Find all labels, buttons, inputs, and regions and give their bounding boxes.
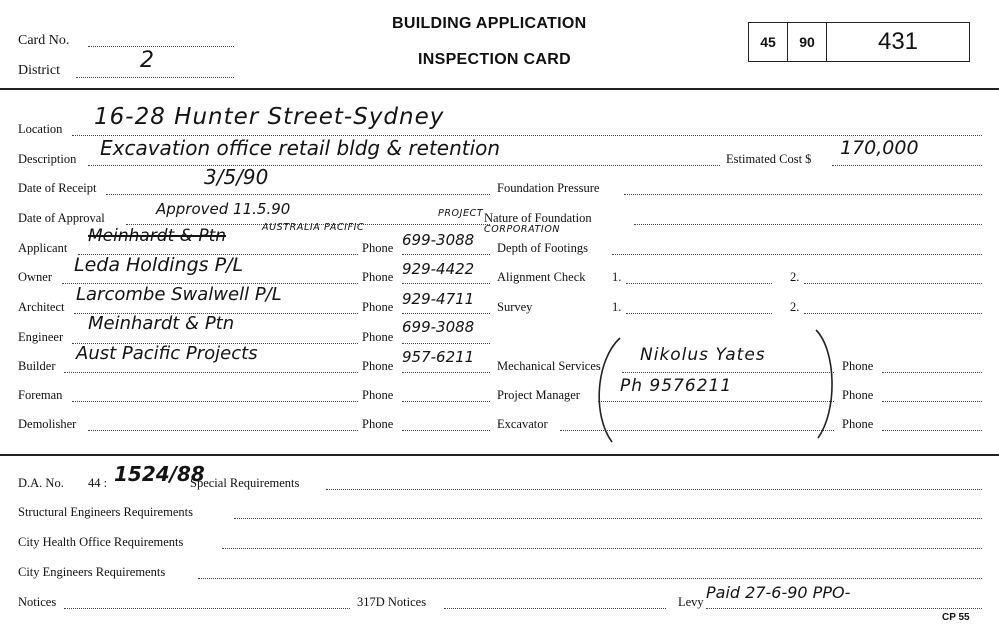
foundation-pressure-label: Foundation Pressure [497, 181, 600, 195]
engineer-phone-value: 699-3088 [402, 318, 475, 336]
health-requirements-line[interactable] [222, 548, 982, 549]
builder-phone-value: 957-6211 [402, 348, 475, 366]
estimated-cost-label: Estimated Cost $ [726, 152, 812, 166]
architect-value: Larcombe Swalwell P/L [76, 284, 282, 305]
nature-foundation-label: Nature of Foundation [484, 211, 592, 225]
owner-phone-value: 929-4422 [402, 260, 475, 278]
demolisher-phone-label: Phone [362, 417, 394, 431]
applicant-annotation-right1: PROJECT [438, 208, 484, 219]
project-manager-label: Project Manager [497, 388, 580, 402]
date-receipt-value: 3/5/90 [204, 165, 269, 189]
owner-value: Leda Holdings P/L [74, 254, 244, 276]
demolisher-label: Demolisher [18, 417, 77, 431]
engineer-phone-label: Phone [362, 330, 394, 344]
mechanical-phone-label: Phone [842, 359, 874, 373]
reference-box-3: 431 [877, 28, 919, 55]
survey-num-1: 1. [612, 300, 622, 314]
alignment-num-1: 1. [612, 270, 622, 284]
alignment-check-label: Alignment Check [497, 270, 586, 284]
description-label: Description [18, 152, 77, 166]
footer-form-code: CP 55 [942, 612, 970, 623]
mechanical-services-value: Nikolus Yates [640, 345, 766, 365]
location-label: Location [18, 122, 63, 136]
builder-phone-label: Phone [362, 359, 394, 373]
da-no-value: 1524/88 [114, 462, 205, 486]
date-approval-label: Date of Approval [18, 211, 105, 225]
da-no-prefix: 44 : [88, 476, 108, 490]
levy-line[interactable] [706, 608, 982, 609]
special-requirements-label: Special Requirements [190, 476, 300, 490]
applicant-value: Meinhardt & Ptn [88, 226, 227, 246]
applicant-label: Applicant [18, 241, 68, 255]
city-engineers-line[interactable] [198, 578, 982, 579]
engineer-label: Engineer [18, 330, 64, 344]
builder-value: Aust Pacific Projects [76, 343, 258, 364]
notices-line[interactable] [64, 608, 350, 609]
estimated-cost-value: 170,000 [840, 137, 919, 159]
levy-value: Paid 27-6-90 PPO- [706, 583, 851, 602]
mechanical-services-label: Mechanical Services [497, 359, 601, 373]
depth-footings-label: Depth of Footings [497, 241, 588, 255]
health-requirements-label: City Health Office Requirements [18, 535, 184, 549]
foreman-label: Foreman [18, 388, 63, 402]
description-value: Excavation office retail bldg & retention [100, 136, 501, 160]
form-title-line1: BUILDING APPLICATION [392, 15, 587, 32]
excavator-phone-label: Phone [842, 417, 874, 431]
district-label: District [18, 63, 60, 78]
form-title-line2: INSPECTION CARD [418, 51, 571, 68]
builder-label: Builder [18, 359, 56, 373]
foreman-phone-label: Phone [362, 388, 394, 402]
notices-317d-label: 317D Notices [357, 595, 427, 609]
levy-label: Levy [678, 595, 704, 609]
da-no-label: D.A. No. [18, 476, 64, 490]
engineer-value: Meinhardt & Ptn [88, 313, 235, 334]
survey-label: Survey [497, 300, 533, 314]
applicant-annotation-line1: AUSTRALIA PACIFIC [262, 222, 365, 233]
structural-requirements-line[interactable] [234, 518, 982, 519]
date-receipt-label: Date of Receipt [18, 181, 97, 195]
applicant-phone-value: 699-3088 [402, 231, 475, 249]
architect-phone-label: Phone [362, 300, 394, 314]
survey-num-2: 2. [790, 300, 800, 314]
project-manager-phone-label: Phone [842, 388, 874, 402]
city-engineers-label: City Engineers Requirements [18, 565, 166, 579]
district-value: 2 [140, 48, 154, 73]
excavator-label: Excavator [497, 417, 548, 431]
owner-label: Owner [18, 270, 53, 284]
applicant-phone-label: Phone [362, 241, 394, 255]
notices-317d-line[interactable] [444, 608, 666, 609]
reference-box-2: 90 [788, 23, 827, 61]
architect-label: Architect [18, 300, 65, 314]
architect-phone-value: 929-4711 [402, 290, 475, 308]
structural-requirements-label: Structural Engineers Requirements [18, 505, 193, 519]
date-approval-value: Approved 11.5.90 [156, 200, 291, 218]
card-no-label: Card No. [18, 33, 70, 48]
owner-phone-label: Phone [362, 270, 394, 284]
reference-box-1: 45 [749, 23, 788, 61]
notices-label: Notices [18, 595, 57, 609]
applicant-annotation-right2: CORPORATION [484, 224, 561, 235]
location-value: 16-28 Hunter Street-Sydney [94, 104, 445, 130]
alignment-num-2: 2. [790, 270, 800, 284]
project-manager-value: Ph 9576211 [620, 376, 733, 396]
details-divider [0, 454, 999, 456]
special-requirements-line[interactable] [326, 489, 982, 490]
